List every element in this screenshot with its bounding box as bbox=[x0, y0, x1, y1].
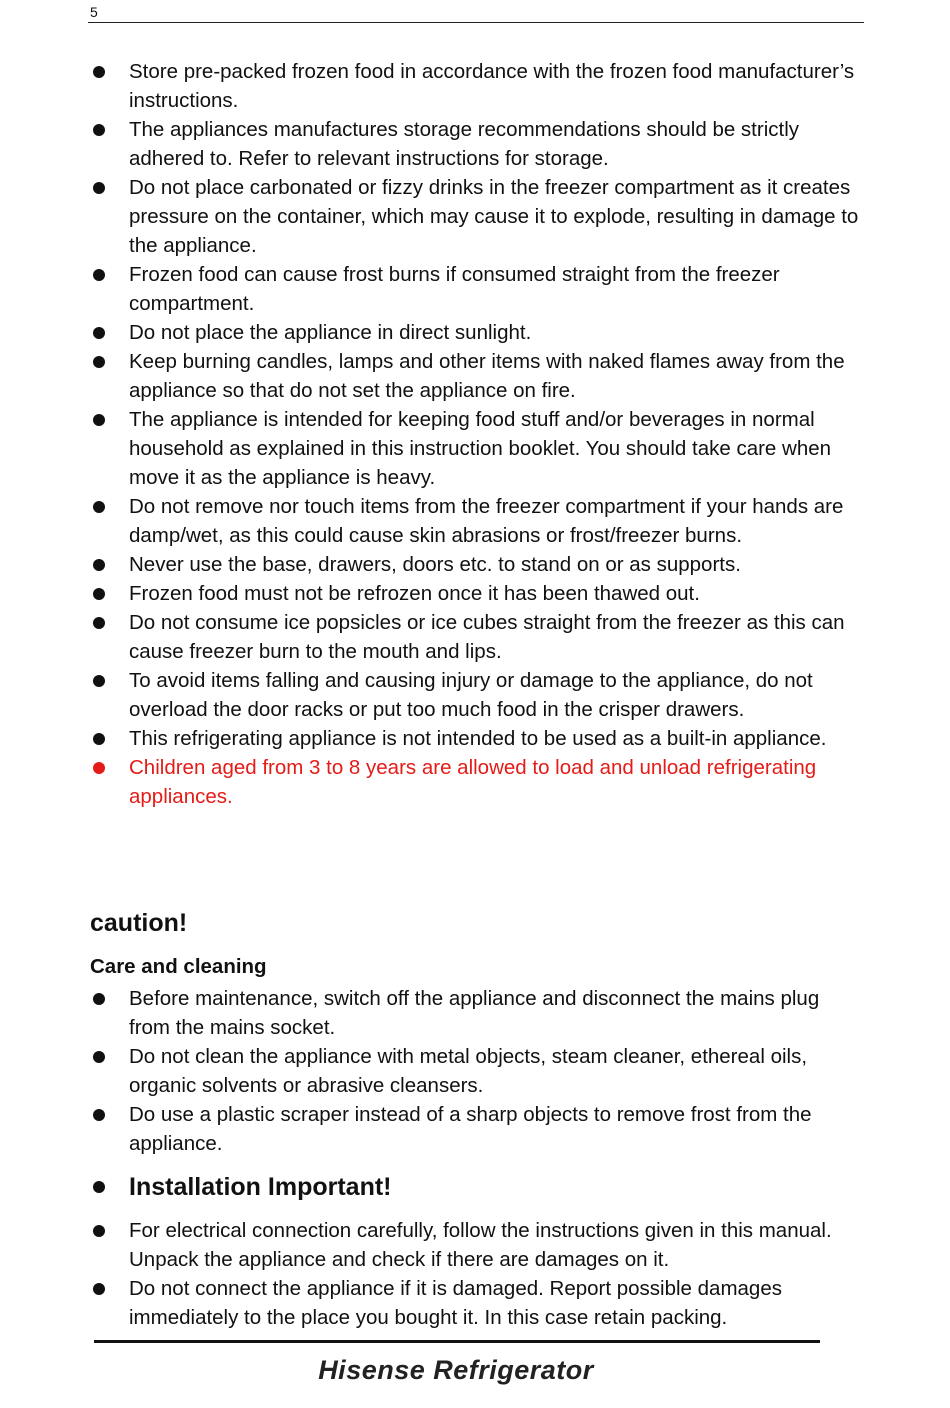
highlighted-list-item bbox=[90, 753, 865, 811]
bullet-icon bbox=[93, 675, 105, 687]
list-item bbox=[90, 492, 865, 550]
bullet-icon bbox=[93, 501, 105, 513]
list-item-text: Never use the base, drawers, doors etc. to stand on or as supports. bbox=[129, 553, 741, 576]
list-item-text: The appliances manufactures storage recommendations should be strictly adhered to. Refer to relevant instructions for storage. bbox=[129, 118, 800, 170]
page-number: 5 bbox=[90, 4, 98, 20]
list-item bbox=[90, 1274, 865, 1332]
list-item bbox=[90, 115, 865, 173]
list-item bbox=[90, 347, 865, 405]
installation-heading bbox=[90, 1170, 865, 1204]
bullet-icon bbox=[93, 1051, 105, 1063]
list-item-text: For electrical connection carefully, follow the instructions given in this manual. Unpack the appliance and check if there are damages on it. bbox=[129, 1219, 832, 1271]
bullet-icon bbox=[93, 269, 105, 281]
bullet-icon bbox=[93, 762, 105, 774]
list-item-text: Do use a plastic scraper instead of a sharp objects to remove frost from the appliance. bbox=[129, 1103, 812, 1155]
bullet-icon bbox=[93, 182, 105, 194]
bullet-icon bbox=[93, 1109, 105, 1121]
care-cleaning-list bbox=[90, 984, 865, 1158]
list-item-text: Before maintenance, switch off the appliance and disconnect the mains plug from the mains socket. bbox=[129, 987, 820, 1039]
list-item bbox=[90, 666, 865, 724]
list-item bbox=[90, 984, 865, 1042]
installation-heading-list bbox=[90, 1170, 865, 1204]
bullet-icon bbox=[93, 559, 105, 571]
list-item-text: Keep burning candles, lamps and other items with naked flames away from the appliance so that do not set the appliance on fire. bbox=[129, 350, 845, 402]
bottom-rule bbox=[94, 1340, 820, 1343]
list-item bbox=[90, 579, 865, 608]
list-item-text: To avoid items falling and causing injury or damage to the appliance, do not overload the door racks or put too much food in the crisper drawers. bbox=[129, 669, 813, 721]
list-item bbox=[90, 405, 865, 492]
list-item-text: Do not connect the appliance if it is damaged. Report possible damages immediately to the place you bought it. In this case retain packing. bbox=[129, 1277, 782, 1329]
bullet-icon bbox=[93, 327, 105, 339]
care-and-cleaning-heading: Care and cleaning bbox=[90, 955, 267, 978]
storage-safety-list bbox=[90, 57, 865, 811]
list-item-text: The appliance is intended for keeping food stuff and/or beverages in normal household as explained in this instruction booklet. You should take care when move it as the appliance is heavy. bbox=[129, 408, 832, 489]
list-item bbox=[90, 318, 865, 347]
list-item-text: Do not clean the appliance with metal objects, steam cleaner, ethereal oils, organic solvents or abrasive cleansers. bbox=[129, 1045, 808, 1097]
bullet-icon bbox=[93, 617, 105, 629]
bullet-icon bbox=[93, 588, 105, 600]
bullet-icon bbox=[93, 1225, 105, 1237]
bullet-icon bbox=[93, 733, 105, 745]
bullet-icon bbox=[93, 1283, 105, 1295]
list-item-text: Children aged from 3 to 8 years are allowed to load and unload refrigerating appliances. bbox=[129, 756, 817, 808]
bullet-icon bbox=[93, 1181, 105, 1193]
footer-brand-logo: Hisense Refrigerator bbox=[318, 1355, 594, 1385]
bullet-icon bbox=[93, 66, 105, 78]
list-item bbox=[90, 173, 865, 260]
list-item bbox=[90, 1042, 865, 1100]
list-item-text: Store pre-packed frozen food in accordance with the frozen food manufacturer’s instructions. bbox=[129, 60, 855, 112]
list-item-text: Do not consume ice popsicles or ice cubes straight from the freezer as this can cause freezer burn to the mouth and lips. bbox=[129, 611, 845, 663]
list-item-text: Frozen food can cause frost burns if consumed straight from the freezer compartment. bbox=[129, 263, 780, 315]
list-item bbox=[90, 724, 865, 753]
list-item bbox=[90, 608, 865, 666]
list-item bbox=[90, 1100, 865, 1158]
list-item bbox=[90, 57, 865, 115]
list-item bbox=[90, 1216, 865, 1274]
list-item bbox=[90, 550, 865, 579]
installation-heading-text: Installation Important! bbox=[129, 1173, 392, 1201]
bullet-icon bbox=[93, 414, 105, 426]
bullet-icon bbox=[93, 993, 105, 1005]
list-item-text: Do not remove nor touch items from the freezer compartment if your hands are damp/wet, as this could cause skin abrasions or frost/freezer burns. bbox=[129, 495, 844, 547]
list-item-text: This refrigerating appliance is not intended to be used as a built-in appliance. bbox=[129, 727, 827, 750]
installation-list bbox=[90, 1216, 865, 1332]
top-rule bbox=[88, 22, 864, 23]
list-item-text: Frozen food must not be refrozen once it has been thawed out. bbox=[129, 582, 700, 605]
bullet-icon bbox=[93, 356, 105, 368]
list-item-text: Do not place the appliance in direct sunlight. bbox=[129, 321, 532, 344]
caution-heading: caution! bbox=[90, 909, 188, 937]
list-item bbox=[90, 260, 865, 318]
list-item-text: Do not place carbonated or fizzy drinks in the freezer compartment as it creates pressure on the container, which may cause it to explode, resulting in damage to the appliance. bbox=[129, 176, 859, 257]
bullet-icon bbox=[93, 124, 105, 136]
